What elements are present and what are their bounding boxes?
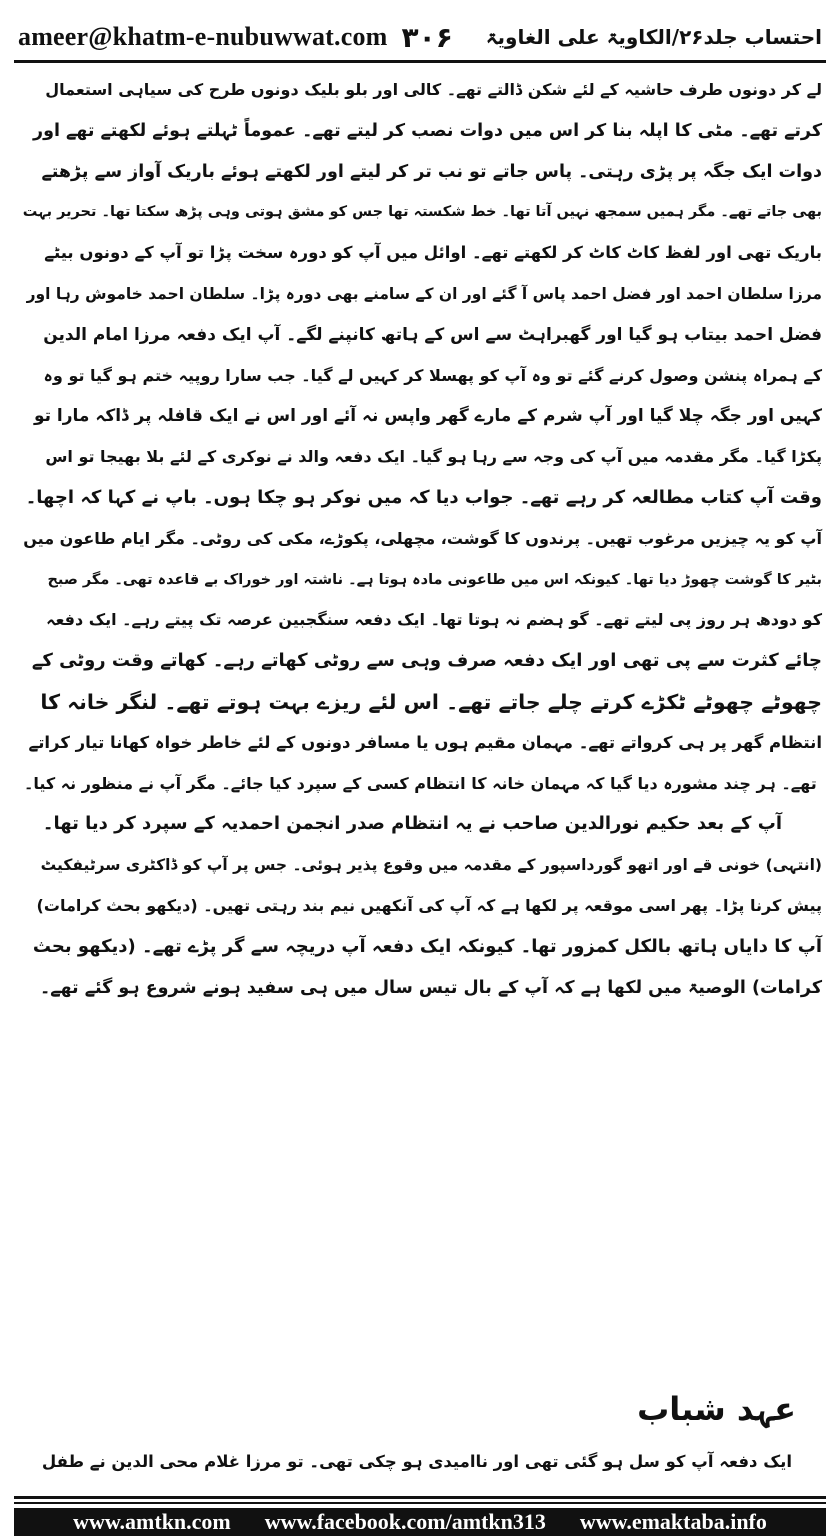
body-line: لے کر دونوں طرف حاشیہ کے لئے شکن ڈالتے تھے۔ کالی اور بلو بلیک دونوں طرح کی سیاہی استعمال [45,80,822,99]
body-line: تھے۔ ہر چند مشورہ دیا گیا کہ مہمان خانہ کا انتظام کسی کے سپرد کیا جائے۔ مگر آپ نے منظور نہ کیا۔ [24,773,817,793]
body-line: پیش کرنا پڑا۔ پھر اسی موقعہ پر لکھا ہے کہ آپ کی آنکھیں نیم بند رہتی تھیں۔ (دیکھو بحث کرامات) [36,895,822,915]
body-line: باریک تھی اور لفظ کاٹ کاٹ کر لکھتے تھے۔ اوائل میں آپ کو دورہ سخت پڑا تو آپ کے دونوں بیٹے [44,243,822,263]
body-line: (انتہی) خونی قے اور اتھو گورداسپور کے مقدمہ میں وقوع پذیر ہوئی۔ جس پر آپ کو ڈاکٹری سرٹیفکیٹ [40,856,822,875]
page-number: ۳۰۶ [401,20,453,54]
body-line: وقت آپ کتاب مطالعہ کر رہے تھے۔ جواب دیا کہ میں نوکر ہو چکا ہوں۔ باپ نے کہا کہ اچھا۔ [25,486,822,508]
body-line: مرزا سلطان احمد اور فضل احمد پاس آ گئے اور ان کے سامنے بھی دورہ پڑا۔ سلطان احمد خاموش رہا اور [26,284,822,303]
body-line: چائے کثرت سے پی تھی اور ایک دفعہ صرف وہی سے روٹی کھاتے رہے۔ کھاتے وقت روٹی کے [31,650,822,672]
footer-link-emaktaba[interactable]: www.emaktaba.info [579,1509,767,1534]
section-title: عہد شباب [637,1390,796,1428]
footer-rule [14,1496,826,1499]
header-rule [14,60,826,63]
body-line: پکڑا گیا۔ مگر مقدمہ میں آپ کی وجہ سے رہا ہو گیا۔ ایک دفعہ والد نے نوکری کے لئے بلا بھیجا تو اس [45,447,822,467]
section-paragraph: ایک دفعہ آپ کو سل ہو گئی تھی اور ناامیدی ہو چکی تھی۔ تو مرزا غلام محی الدین نے طفل [41,1452,792,1471]
body-line: بھی جاتے تھے۔ مگر ہمیں سمجھ نہیں آتا تھا۔ خط شکستہ تھا جس کو مشق ہوتی وہی پڑھ سکتا تھا۔ تحریر بہت [22,204,822,221]
body-line: کرتے تھے۔ مٹی کا اپلہ بنا کر اس میں دوات نصب کر لیتے تھے۔ عموماً ٹہلتے ہوئے لکھتے تھے اور [33,120,822,141]
header-left [18,21,453,54]
page-footer [14,1508,826,1536]
body-line: بٹیر کا گوشت چھوڑ دیا تھا۔ کیونکہ اس میں طاعونی مادہ ہوتا ہے۔ ناشتہ اور خوراک بے قاعدہ تھی۔ مگر صبح [47,571,822,588]
footer-link-facebook[interactable]: www.facebook.com/amtkn313 [264,1509,546,1534]
body-line: چھوٹے چھوٹے ٹکڑے کرتے چلے جاتے تھے۔ اس لئے ریزے بہت ہوتے تھے۔ لنگر خانہ کا [40,689,822,714]
footer-link-amtkn[interactable]: www.amtkn.com [73,1509,231,1534]
body-line: کرامات) الوصیۃ میں لکھا ہے کہ آپ کے بال تیس سال میں ہی سفید ہونے شروع ہو گئے تھے۔ [39,977,822,998]
body-line: آپ کو یہ چیزیں مرغوب تھیں۔ پرندوں کا گوشت، مچھلی، پکوڑے، مکی کی روٹی۔ مگر ایام طاعون میں [23,528,822,548]
body-line: کو دودھ ہر روز پی لیتے تھے۔ گو ہضم نہ ہوتا تھا۔ ایک دفعہ سنگجبین عرصہ تک پیتے رہے۔ ایک دفعہ [46,610,822,630]
header-email: ameer@khatm-e-nubuwwat.com [18,22,388,51]
body-line: کے ہمراہ پنشن وصول کرنے گئے تو وہ آپ کو پھسلا کر کہیں لے گیا۔ جب سارا روپیہ ختم ہو گیا تو وہ [43,365,822,385]
body-line: آپ کے بعد حکیم نورالدین صاحب نے یہ انتظام صدر انجمن احمدیہ کے سپرد کر دیا تھا۔ [42,813,782,835]
body-line: آپ کا دایاں ہاتھ بالکل کمزور تھا۔ کیونکہ ایک دفعہ آپ دریچہ سے گر پڑے تھے۔ (دیکھو بحث [32,935,822,957]
footer-rule [14,1502,826,1504]
body-text [24,70,822,1008]
page-header [18,18,822,56]
body-line: کہیں اور جگہ چلا گیا اور آپ شرم کے مارے گھر واپس نہ آئے اور اس نے ایک قافلہ پر ڈاکہ مارا تو [33,406,822,427]
body-line: دوات ایک جگہ پر پڑی رہتی۔ پاس جاتے تو نب تر کر لیتے اور لکھتے ہوئے باریک آواز سے پڑھتے [41,161,822,182]
body-line: فضل احمد بیتاب ہو گیا اور گھبراہٹ سے اس کے ہاتھ کانپنے لگے۔ آپ ایک دفعہ مرزا امام الدین [43,324,822,345]
book-title: احتساب جلد۲۶/الکاویۃ علی الغاویۃ [485,25,822,49]
body-line: انتظام گھر پر ہی کرواتے تھے۔ مہمان مقیم ہوں یا مسافر دونوں کے لئے خاطر خواہ کھانا تیار کراتے [28,732,822,752]
